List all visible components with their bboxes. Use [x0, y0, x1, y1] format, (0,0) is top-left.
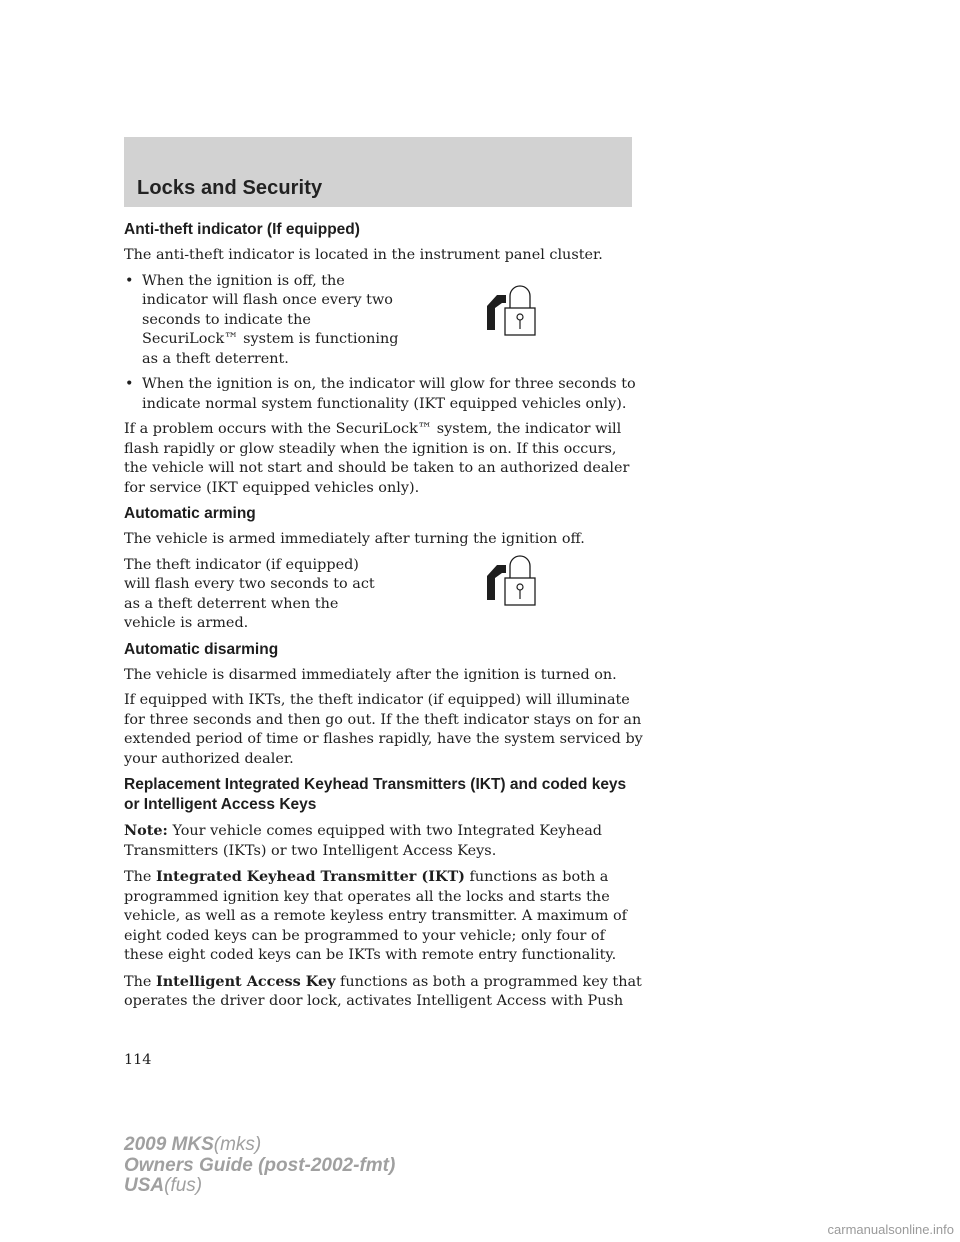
footer-line-1: [124, 1135, 395, 1156]
footer-region: USA: [124, 1175, 165, 1196]
bullet-text: When the ignition is off, the indicator will flash once every two seconds to indicate the SecuriLock™ system is functioning as a theft deterrent.: [142, 272, 399, 367]
iak-text: functions as both a programmed key that operates the driver door lock, activates Intelligent Access with Push: [124, 973, 642, 1009]
arming-heading: Automatic arming: [124, 505, 256, 522]
bullet-dot: •: [125, 272, 134, 289]
footer-model-code: (mks): [213, 1134, 262, 1155]
page-number: 114: [124, 1052, 152, 1068]
footer-line-3: [124, 1176, 395, 1197]
iak-term: Intelligent Access Key: [155, 972, 336, 990]
ikt-term: Integrated Keyhead Transmitter (IKT): [155, 868, 465, 885]
arming-p2: The theft indicator (if equipped) will flash every two seconds to act as a theft deterrent when the vehicle is armed.: [124, 556, 375, 631]
note-label: Note:: [124, 822, 168, 839]
car-padlock-icon: [484, 280, 548, 338]
bullet-item: [124, 272, 402, 370]
replacement-heading: Replacement Integrated Keyhead Transmitters (IKT) and coded keys or Intelligent Access Keys: [124, 776, 627, 813]
watermark-link[interactable]: carmanualsonline.info: [827, 1222, 954, 1237]
arming-p1: The vehicle is armed immediately after turning the ignition off.: [124, 531, 585, 547]
section-header-bar: [124, 137, 632, 207]
disarming-heading: Automatic disarming: [124, 640, 279, 658]
car-padlock-icon: [484, 550, 548, 608]
footer-model: 2009 MKS: [124, 1134, 214, 1155]
bullet-dot: •: [125, 376, 134, 392]
note-text: Your vehicle comes equipped with two Integrated Keyhead Transmitters (IKTs) or two Intelligent Access Keys.: [124, 823, 603, 859]
ikt-prefix: The: [124, 869, 156, 885]
anti-theft-intro: The anti-theft indicator is located in the instrument panel cluster.: [124, 247, 603, 263]
document-footer: [124, 1135, 395, 1197]
disarming-p1: The vehicle is disarmed immediately after the ignition is turned on.: [124, 666, 617, 683]
page-content: [124, 220, 644, 1018]
iak-prefix: The: [124, 973, 156, 990]
replacement-note: [124, 821, 644, 861]
disarming-p2: If equipped with IKTs, the theft indicator (if equipped) will illuminate for three seconds and then go out. If the theft indicator stays on for an extended period of time or flashes rapidly, have the system serviced by your authorized dealer.: [124, 692, 643, 767]
footer-region-code: (fus): [164, 1175, 203, 1196]
bullet-text: When the ignition is on, the indicator will glow for three seconds to indicate normal system functionality (IKT equipped vehicles only).: [142, 376, 636, 412]
arming-block: [124, 556, 644, 640]
ikt-paragraph: [124, 867, 644, 966]
footer-line-2: Owners Guide (post-2002-fmt): [124, 1154, 396, 1176]
anti-theft-bullet-block: [124, 272, 644, 376]
bullet-item: [124, 375, 644, 414]
anti-theft-problem: If a problem occurs with the SecuriLock™ system, the indicator will flash rapidly or glow steadily when the ignition is on. If this occurs, the vehicle will not start and should be taken to an authorized dealer for service (IKT equipped vehicles only).: [124, 421, 630, 496]
section-title: Locks and Security: [137, 177, 323, 199]
iak-paragraph: [124, 972, 644, 1012]
ikt-text: functions as both a programmed ignition key that operates all the locks and starts the vehicle, as well as a remote keyless entry transmitter. A maximum of eight coded keys can be programmed to your vehicle; only four of these eight coded keys can be IKTs with remote entry functionality.: [124, 869, 627, 963]
anti-theft-heading: Anti-theft indicator (If equipped): [124, 221, 360, 238]
